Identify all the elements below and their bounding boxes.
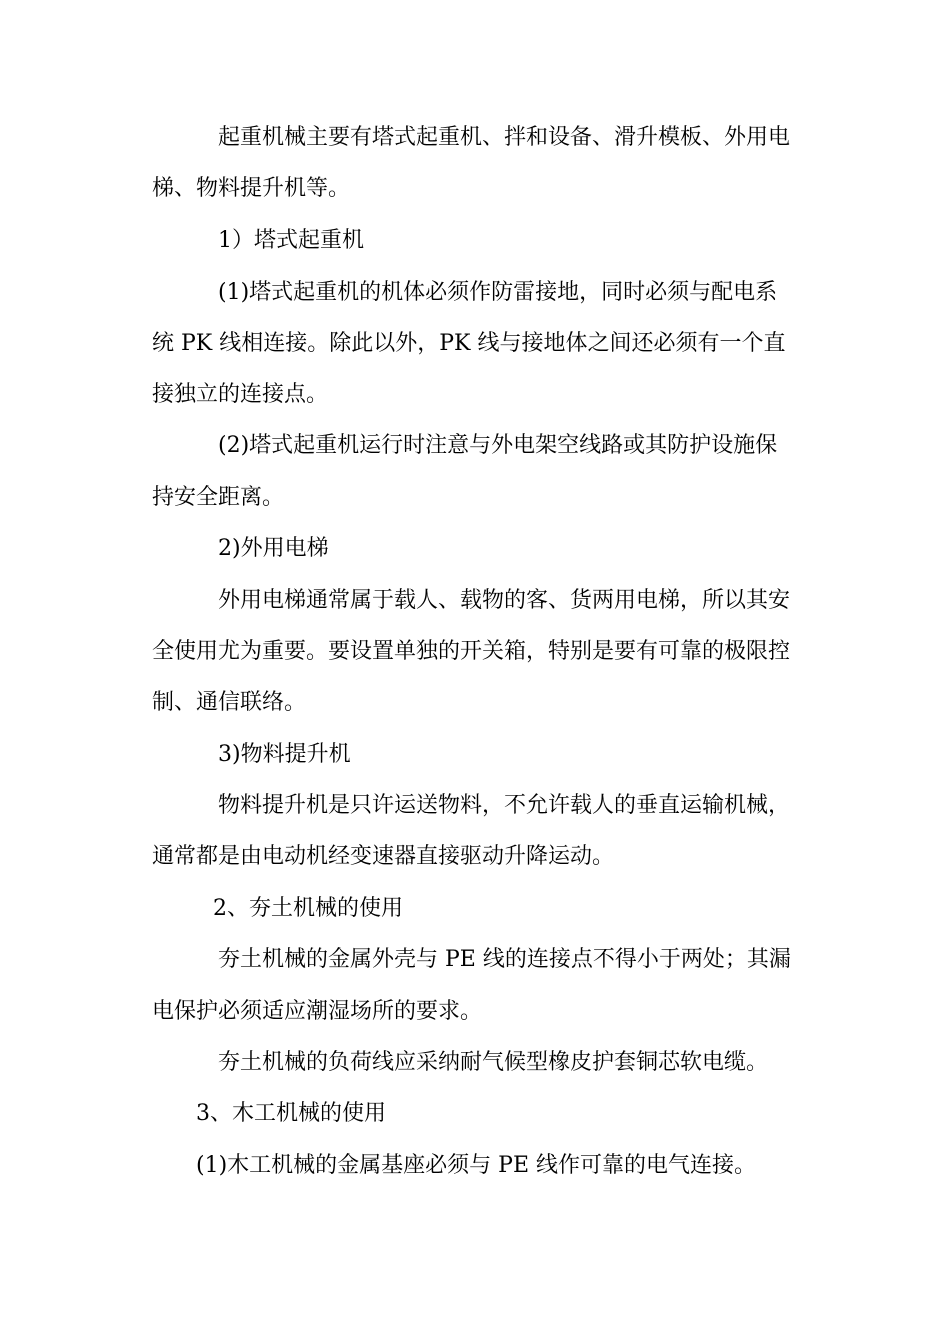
paragraph-tower-crane-item-1: (1)塔式起重机的机体必须作防雷接地，同时必须与配电系 [218,280,778,305]
paragraph-tamping-machinery-1-cont: 电保护必须适应潮湿场所的要求。 [152,999,483,1024]
heading-tower-crane: 1）塔式起重机 [218,228,364,253]
paragraph-external-elevator-cont: 全使用尤为重要。要设置单独的开关箱，特别是要有可靠的极限控 [152,639,791,664]
paragraph-tamping-machinery-1: 夯土机械的金属外壳与 PE 线的连接点不得小于两处；其漏 [218,947,791,972]
paragraph-external-elevator-end: 制、通信联络。 [152,690,307,715]
heading-tamping-machinery: 2、夯土机械的使用 [213,896,403,921]
paragraph-tamping-machinery-2: 夯土机械的负荷线应采纳耐气候型橡皮护套铜芯软电缆。 [218,1050,769,1075]
paragraph-lifting-machinery-intro: 起重机械主要有塔式起重机、拌和设备、滑升模板、外用电 [218,125,791,150]
heading-woodworking-machinery: 3、木工机械的使用 [196,1101,386,1126]
paragraph-tower-crane-item-2: (2)塔式起重机运行时注意与外电架空线路或其防护设施保 [218,433,778,458]
paragraph-tower-crane-item-2-cont: 持安全距离。 [152,485,285,510]
paragraph-tower-crane-item-1-end: 接独立的连接点。 [152,382,329,407]
paragraph-tower-crane-item-1-cont: 统 PK 线相连接。除此以外，PK 线与接地体之间还必须有一个直 [152,331,786,356]
paragraph-material-hoist-cont: 通常都是由电动机经变速器直接驱动升降运动。 [152,844,615,869]
heading-external-elevator: 2)外用电梯 [218,536,329,561]
paragraph-lifting-machinery-intro-cont: 梯、物料提升机等。 [152,176,351,201]
paragraph-external-elevator: 外用电梯通常属于载人、载物的客、货两用电梯，所以其安 [218,588,791,613]
paragraph-woodworking-machinery-1: (1)木工机械的金属基座必须与 PE 线作可靠的电气连接。 [196,1153,757,1178]
heading-material-hoist: 3)物料提升机 [218,742,351,767]
paragraph-material-hoist: 物料提升机是只许运送物料，不允许载人的垂直运输机械， [218,793,791,818]
